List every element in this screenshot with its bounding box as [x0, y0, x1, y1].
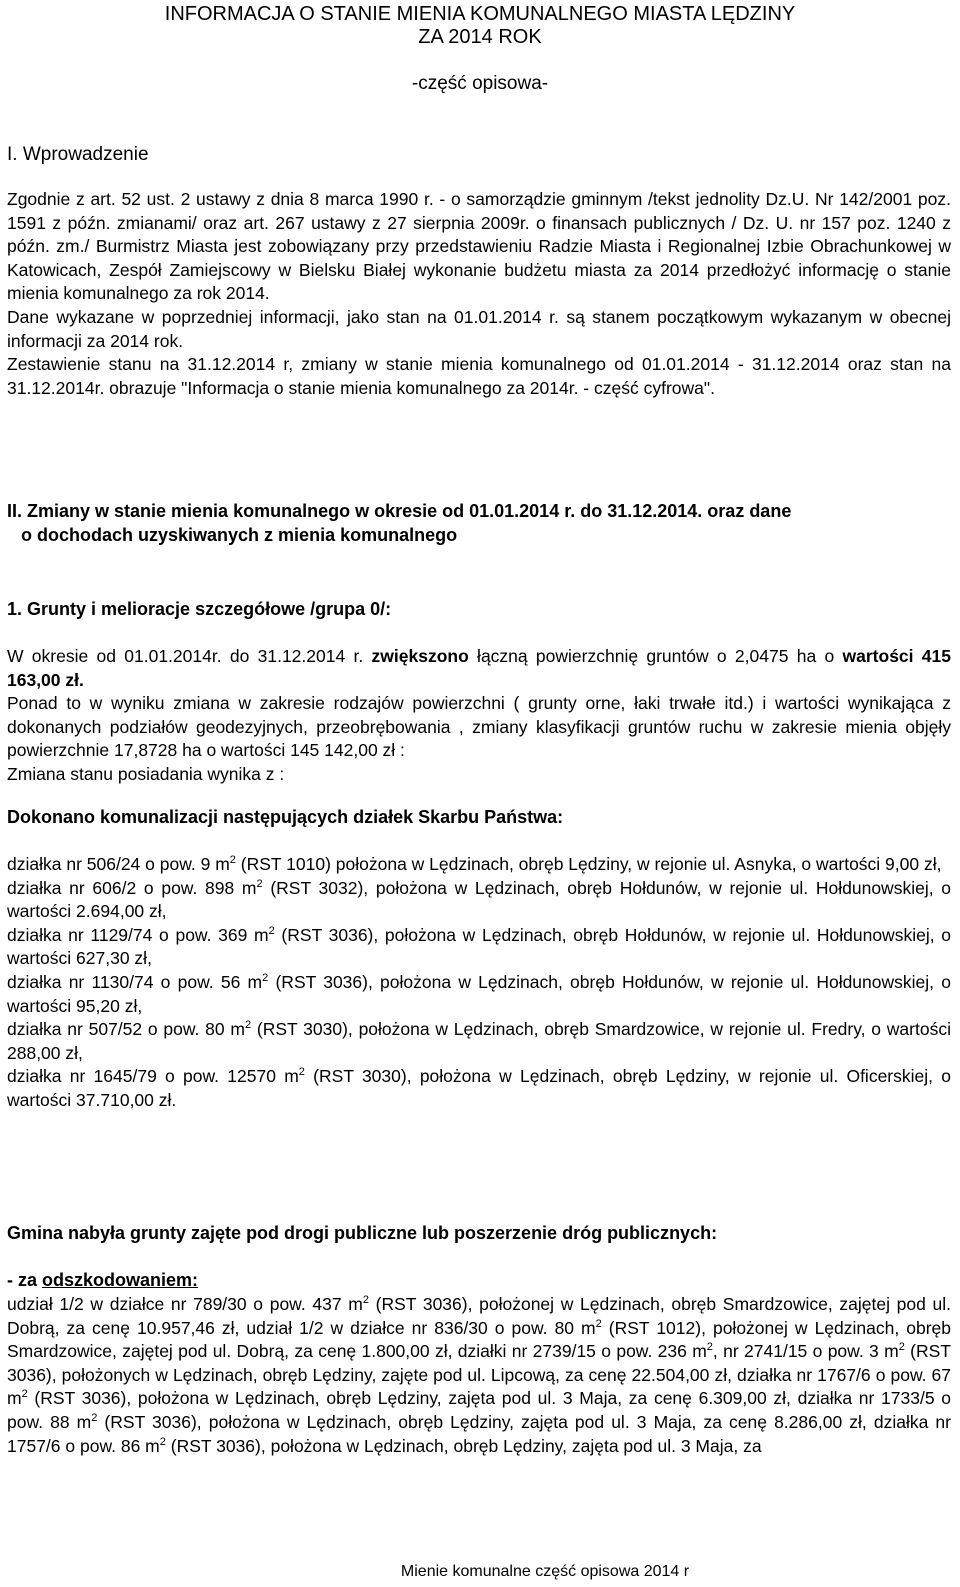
drogi-heading: Gmina nabyła grunty zajęte pod drogi publiczne lub poszerzenie dróg publicznych:: [7, 1223, 718, 1243]
parcel-item: działka nr 1129/74 o pow. 369 $m^2$ (RST 3036), położona w Lędzinach, obręb Hołdunów, w rejonie ul. Hołdunowskiej, o wartości 627,30 zł,: [7, 924, 951, 969]
grunty-increase-paragraph: [7, 645, 951, 692]
increase-word: zwiększono: [371, 646, 469, 666]
document-subtitle: -część opisowa-: [411, 73, 549, 94]
grunty-change-paragraph: Ponad to w wyniku zmiana w zakresie rodzajów powierzchni ( grunty orne, łaki trwałe itd.) i wartości wynikająca z dokonanych podziałów geodezyjnych, przeobrębowania , zmiany klasyfikacji gruntów ruchu w zakresie mienia objęły powierzchnie 17,8728 ha o wartości 145 142,00 zł :: [7, 693, 951, 761]
parcel-item: działka nr 1130/74 o pow. 56 $m^2$ (RST 3036), położona w Lędzinach, obręb Hołdunów, w rejonie ul. Hołdunowskiej, o wartości 95,20 zł,: [7, 971, 951, 1016]
period-text: W okresie od 01.01.2014r. do 31.12.2014 r.: [7, 646, 372, 666]
data-note-paragraph: Dane wykazane w poprzedniej informacji, jako stan na 01.01.2014 r. są stanem początkowym wykazanym w obecnej informacji za 2014 rok.: [7, 306, 951, 351]
intro-paragraph: Zgodnie z art. 52 ust. 2 ustawy z dnia 8 marca 1990 r. - o samorządzie gminnym /tekst jednolity Dz.U. Nr 142/2001 poz. 1591 z późn. zmianami/ oraz art. 267 ustawy z 27 sierpnia 2009r. o finansach publicznych / Dz. U. nr 157 poz. 1240 z późn. zm./ Burmistrz Miasta jest zobowiązany przy przedstawieniu Radzie Miasta i Regionalnej Izbie Obrachunkowej w Katowicach, Zespół Zamiejscowy w Bielsku Białej wykonanie budżetu miasta za 2014 przedłożyć informację o stanie mienia komunalnego za rok 2014.: [7, 189, 951, 304]
page-footer: Mienie komunalne część opisowa 2014 r: [400, 1563, 690, 1580]
document-title-line-1: INFORMACJA O STANIE MIENIA KOMUNALNEGO MIASTA LĘDZINY: [164, 3, 796, 25]
parcel-item: działka nr 1645/79 o pow. 12570 $m^2$ (RST 3030), położona w Lędzinach, obręb Lędziny, w rejonie ul. Oficerskiej, o wartości 37.710,00 zł.: [7, 1066, 951, 1110]
grunty-heading: 1. Grunty i melioracje szczegółowe /grupa 0/:: [7, 599, 392, 619]
grunty-reason-paragraph: Zmiana stanu posiadania wynika z :: [7, 763, 285, 784]
komunalizacja-heading: Dokonano komunalizacji następujących działek Skarbu Państwa:: [7, 807, 564, 827]
summary-paragraph: Zestawienie stanu na 31.12.2014 r, zmiany w stanie mienia komunalnego od 01.01.2014 - 31.12.2014 oraz stan na 31.12.2014r. obrazuje "Informacja o stanie mienia komunalnego za 2014r. - część cyfrowa".: [7, 354, 951, 398]
document-title-line-2: ZA 2014 ROK: [418, 26, 542, 48]
section-1-heading: I. Wprowadzenie: [7, 144, 149, 165]
parcel-item: działka nr 507/52 o pow. 80 $m^2$ (RST 3030), położona w Lędzinach, obręb Smardzowice, w rejonie ul. Fredry, o wartości 288,00 zł,: [7, 1019, 951, 1063]
parcel-item: działka nr 606/2 o pow. 898 $m^2$ (RST 3032), położona w Lędzinach, obręb Hołdunów, w rejonie ul. Hołdunowskiej, o wartości 2.694,00 zł,: [7, 877, 951, 922]
increase-text: łączną powierzchnię gruntów o 2,0475 ha o: [468, 646, 843, 666]
section-2-heading-line-2: o dochodach uzyskiwanych z mienia komunalnego: [21, 525, 458, 545]
drogi-body: [7, 1293, 951, 1458]
drogi-subheading: - za odszkodowaniem:: [7, 1270, 199, 1290]
section-1-body: [7, 188, 951, 400]
section-2-heading-line-1: II. Zmiany w stanie mienia komunalnego w okresie od 01.01.2014 r. do 31.12.2014. oraz dane: [7, 501, 792, 521]
increase-value: wartości 415 163,00 zł.: [7, 646, 952, 690]
parcel-list: [7, 853, 951, 1113]
drogi-paragraph: udział 1/2 w działce nr 789/30 o pow. 437 $m^2$ (RST 3036), położonej w Lędzinach, obręb Smardzowice, zajętej pod ul. Dobrą, za cenę 10.957,46 zł, udział 1/2 w działce nr 836/30 o pow. 80 $m^2$ (RST 1012), położonej w Lędzinach, obręb Smardzowice, zajętej pod ul. Dobrą, za cenę 1.800,00 zł, działki nr 2739/15 o pow. 236 $m^2$, nr 2741/15 o pow. 3 $m^2$ (RST 3036), położonych w Lędzinach, obręb Lędziny, zajęte pod ul. Lipcową, za cenę 22.504,00 zł, działka nr 1767/6 o pow. 67 $m^2$ (RST 3036), położona w Lędzinach, obręb Lędziny, zajęta pod ul. 3 Maja, za cenę 6.309,00 zł, działka nr 1733/5 o pow. 88 $m^2$ (RST 3036), położona w Lędzinach, obręb Lędziny, zajęta pod ul. 3 Maja, za cenę 8.286,00 zł, działka nr 1757/6 o pow. 86 $m^2$ (RST 3036), położona w Lędzinach, obręb Lędziny, zajęta pod ul. 3 Maja, za: [7, 1294, 951, 1456]
grunty-body: [7, 645, 951, 787]
parcel-item: działka nr 506/24 o pow. 9 $m^2$ (RST 1010) położona w Lędzinach, obręb Lędziny, w rejonie ul. Asnyka, o wartości 9,00 zł,: [7, 854, 942, 874]
